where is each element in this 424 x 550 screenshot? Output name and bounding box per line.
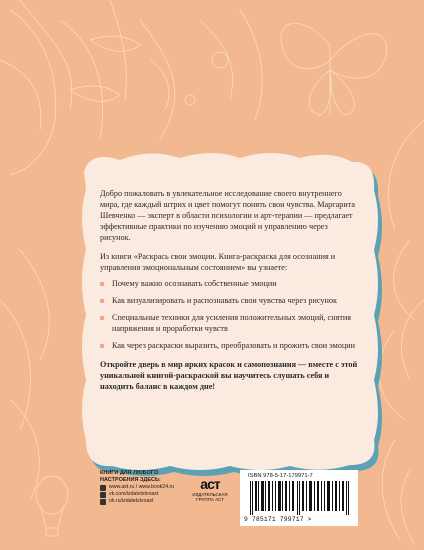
promo-vk-link[interactable]: vk.com/izdatelstvoast: [100, 491, 190, 498]
imprint-area: [100, 470, 358, 528]
promo-websites[interactable]: www.ast.ru / www.book24.ru: [100, 484, 190, 491]
list-item: Специальные техники для усиления положительных эмоций, снятия напряжения и проработки чувств: [100, 312, 358, 334]
book-learn-paragraph: Из книги «Раскрась свои эмоции. Книга-раскраска для осознания и управления эмоциональным состоянием» вы узнаете:: [100, 252, 336, 272]
intro-paragraph: Добро пожаловать в увлекательное исследование своего внутреннего мира, где каждый штрих и цвет помогут понять свои чувства. Маргарита Шевченко — эксперт в области психологии и арт-терапии — предлагает эффективные практики по изучению эмоций и управлению через рисунок.: [100, 189, 356, 242]
bullet-icon: [100, 299, 104, 303]
barcode-icon: [248, 481, 352, 515]
list-item: Как визуализировать и распознавать свои чувства через рисунок: [100, 295, 358, 306]
promo-ok-link[interactable]: ok.ru/izdatelstvoast: [100, 498, 190, 505]
benefits-list: [100, 278, 358, 351]
promo-title: КНИГИ ДЛЯ ЛЮБОГО НАСТРОЕНИЯ ЗДЕСЬ:: [100, 470, 161, 483]
vk-icon: [100, 492, 106, 498]
bullet-icon: [100, 344, 104, 348]
list-item: Как через раскраски выразить, преобразовать и прожить свои эмоции: [100, 340, 358, 351]
ast-logo: [188, 476, 232, 522]
isbn-label: ISBN 978-5-17-179971-7: [248, 473, 313, 479]
globe-icon: [100, 485, 106, 491]
bullet-icon: [100, 316, 104, 320]
publisher-promo: [100, 470, 190, 505]
isbn-digits: 9 785171 799717 >: [244, 516, 312, 523]
ast-logo-subtitle: ИЗДАТЕЛЬСКАЯ ГРУППА АСТ: [192, 492, 228, 502]
ok-icon: [100, 499, 106, 505]
bullet-icon: [100, 282, 104, 286]
isbn-barcode-box: [240, 470, 358, 526]
closing-paragraph: Откройте дверь в мир ярких красок и самопознания — вместе с этой уникальной книгой-раскраской вы научитесь слушать себя и находить баланс в каждом дне!: [100, 360, 358, 391]
ast-logo-mark: аст: [200, 476, 220, 492]
list-item: Почему важно осознавать собственные эмоции: [100, 278, 358, 289]
description-panel: [100, 188, 358, 392]
